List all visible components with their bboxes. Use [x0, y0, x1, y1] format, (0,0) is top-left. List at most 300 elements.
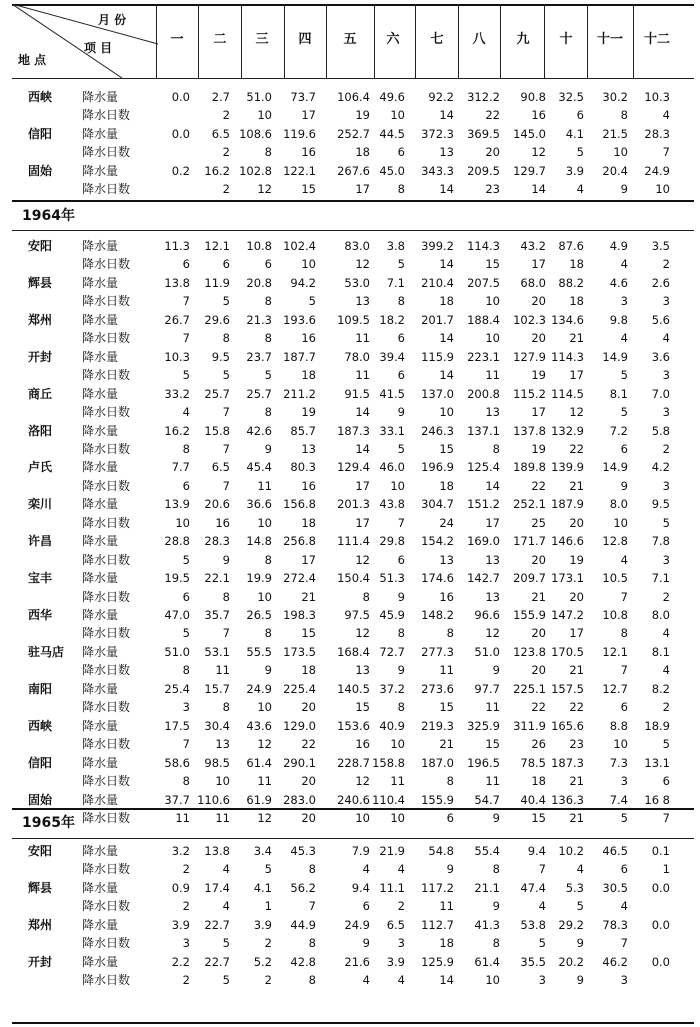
table-cell: 173.5 — [283, 644, 316, 659]
table-cell: 19 — [569, 552, 584, 567]
table-cell: 3 — [662, 552, 670, 567]
table-cell: 21.3 — [246, 312, 272, 327]
table-cell: 14.9 — [602, 349, 628, 364]
table-cell: 187.9 — [551, 497, 584, 512]
table-cell: 267.6 — [337, 163, 370, 178]
table-cell: 18 — [301, 663, 316, 678]
table-cell: 6 — [576, 108, 584, 123]
table-cell: 106.4 — [337, 90, 370, 104]
table-cell: 10 — [257, 108, 272, 123]
table-cell: 5 — [264, 368, 272, 383]
table-cell: 21.6 — [344, 954, 370, 969]
table-cell: 8.0 — [609, 497, 628, 512]
table-cell: 16 — [301, 145, 316, 160]
table-cell: 16.2 — [204, 163, 230, 178]
table-cell: 5 — [222, 936, 230, 951]
table-cell: 4.2 — [651, 460, 670, 475]
table-cell: 22 — [569, 700, 584, 715]
table-cell: 10 — [257, 515, 272, 530]
table-cell: 43.8 — [379, 497, 405, 512]
table-cell: 142.7 — [467, 571, 500, 586]
table-cell: 10 — [390, 478, 405, 493]
table-cell: 219.3 — [421, 718, 454, 733]
table-cell: 7.1 — [386, 275, 405, 290]
table-cell: 312.2 — [467, 90, 500, 104]
table-cell: 3.4 — [253, 844, 272, 858]
table-cell: 8 — [492, 936, 500, 951]
table-cell: 88.2 — [558, 275, 584, 290]
table-cell: 5 — [662, 515, 670, 530]
table-cell: 9 — [222, 552, 230, 567]
table-cell: 16 — [531, 108, 546, 123]
table-cell: 4 — [362, 862, 370, 877]
station-name: 商丘 — [28, 386, 53, 401]
table-cell: 10.3 — [644, 90, 670, 104]
item-label: 降水量 — [82, 718, 119, 733]
table-cell: 6 — [446, 810, 454, 825]
table-cell: 22 — [531, 478, 546, 493]
table-cell: 20 — [569, 589, 584, 604]
table-cell: 68.0 — [520, 275, 546, 290]
table-cell: 12 — [485, 626, 500, 641]
table-cell: 399.2 — [421, 239, 454, 253]
table-cell: 9 — [492, 899, 500, 914]
table-cell: 10 — [613, 515, 628, 530]
table-cell: 13 — [355, 294, 370, 309]
table-cell: 6.5 — [211, 460, 230, 475]
station-name: 洛阳 — [28, 423, 53, 438]
table-cell: 0.9 — [171, 880, 190, 895]
header-column-divider — [587, 4, 588, 78]
table-cell: 36.6 — [246, 497, 272, 512]
table-cell: 5 — [397, 441, 405, 456]
table-cell: 5 — [182, 626, 190, 641]
table-cell: 7.9 — [351, 844, 370, 858]
table-cell: 6 — [182, 257, 190, 272]
table-cell: 15 — [531, 810, 546, 825]
table-cell: 187.7 — [283, 349, 316, 364]
table-cell: 22 — [531, 700, 546, 715]
table-cell: 15 — [301, 182, 316, 197]
table-cell: 273.6 — [421, 681, 454, 696]
bottom-border — [12, 1022, 694, 1024]
table-cell: 12 — [257, 737, 272, 752]
section-divider — [12, 230, 694, 231]
table-cell: 10 — [655, 182, 670, 197]
table-cell: 3 — [620, 973, 628, 988]
table-cell: 20 — [301, 810, 316, 825]
table-cell: 8 — [397, 182, 405, 197]
table-cell: 20 — [569, 515, 584, 530]
table-cell: 2 — [662, 700, 670, 715]
table-cell: 8 — [620, 108, 628, 123]
table-cell: 372.3 — [421, 126, 454, 141]
station-name: 西峡 — [28, 718, 53, 733]
table-cell: 13 — [439, 145, 454, 160]
table-cell: 7 — [182, 737, 190, 752]
table-cell: 46.0 — [379, 460, 405, 475]
table-cell: 8 — [446, 626, 454, 641]
table-cell: 53.8 — [520, 917, 546, 932]
table-cell: 14.8 — [246, 534, 272, 549]
table-cell: 73.7 — [290, 90, 316, 104]
table-cell: 25.4 — [164, 681, 190, 696]
table-cell: 8 — [222, 700, 230, 715]
station-name: 许昌 — [28, 534, 53, 549]
table-cell: 5 — [620, 368, 628, 383]
table-cell: 13 — [485, 552, 500, 567]
table-cell: 369.5 — [467, 126, 500, 141]
table-cell: 4.6 — [609, 275, 628, 290]
table-cell: 209.7 — [513, 571, 546, 586]
table-cell: 41.3 — [474, 917, 500, 932]
table-cell: 20 — [301, 774, 316, 789]
item-label: 降水量 — [82, 460, 119, 475]
table-cell: 11 — [439, 899, 454, 914]
item-label: 降水量 — [82, 312, 119, 327]
table-cell: 37.7 — [164, 792, 190, 807]
table-cell: 8 — [182, 441, 190, 456]
table-cell: 171.7 — [513, 534, 546, 549]
table-cell: 8 — [264, 145, 272, 160]
station-name: 卢氏 — [28, 460, 53, 475]
table-cell: 23 — [569, 737, 584, 752]
table-cell: 30.2 — [602, 90, 628, 104]
item-label: 降水量 — [82, 644, 119, 659]
table-cell: 18 — [569, 257, 584, 272]
table-cell: 16 — [301, 478, 316, 493]
header-column-divider — [326, 4, 327, 78]
table-cell: 156.8 — [283, 497, 316, 512]
table-cell: 187.0 — [421, 755, 454, 770]
table-cell: 129.0 — [283, 718, 316, 733]
table-cell: 158.8 — [372, 755, 405, 770]
table-cell: 2 — [264, 973, 272, 988]
table-cell: 207.5 — [467, 275, 500, 290]
item-label: 降水日数 — [82, 108, 131, 123]
table-cell: 3 — [182, 936, 190, 951]
item-label: 降水日数 — [82, 936, 131, 951]
table-cell: 21.1 — [474, 880, 500, 895]
table-cell: 16 — [215, 515, 230, 530]
table-cell: 78.3 — [602, 917, 628, 932]
table-cell: 9.5 — [211, 349, 230, 364]
table-cell: 13 — [439, 552, 454, 567]
table-cell: 13.8 — [204, 844, 230, 858]
table-cell: 5 — [662, 737, 670, 752]
table-cell: 150.4 — [337, 571, 370, 586]
table-cell: 148.2 — [421, 608, 454, 622]
table-cell: 111.4 — [337, 534, 370, 549]
table-cell: 110.4 — [372, 792, 405, 807]
table-cell: 4 — [222, 862, 230, 877]
table-cell: 13 — [301, 441, 316, 456]
table-cell: 10 — [613, 145, 628, 160]
month-header: 九 — [516, 32, 530, 47]
table-cell: 44.9 — [290, 917, 316, 932]
table-cell: 20 — [531, 552, 546, 567]
table-cell: 136.3 — [551, 792, 584, 807]
table-cell: 9 — [576, 973, 584, 988]
table-cell: 14 — [439, 108, 454, 123]
table-cell: 17 — [485, 515, 500, 530]
table-cell: 13 — [485, 589, 500, 604]
station-name: 安阳 — [28, 844, 53, 858]
table-cell: 8 — [308, 936, 316, 951]
table-cell: 7 — [182, 294, 190, 309]
table-cell: 51.0 — [474, 644, 500, 659]
header-column-divider — [198, 4, 199, 78]
table-cell: 211.2 — [283, 386, 316, 401]
table-cell: 9 — [362, 936, 370, 951]
table-cell: 42.6 — [246, 423, 272, 438]
table-cell: 12.1 — [602, 644, 628, 659]
table-cell: 201.7 — [421, 312, 454, 327]
table-cell: 91.5 — [344, 386, 370, 401]
table-cell: 40.4 — [520, 792, 546, 807]
month-header: 八 — [472, 32, 486, 47]
table-cell: 14 — [439, 368, 454, 383]
table-cell: 2 — [662, 441, 670, 456]
table-cell: 32.5 — [558, 90, 584, 104]
table-cell: 9 — [397, 405, 405, 420]
table-cell: 11.1 — [379, 880, 405, 895]
table-cell: 2 — [182, 973, 190, 988]
table-cell: 55.4 — [474, 844, 500, 858]
item-label: 降水日数 — [82, 862, 131, 877]
table-cell: 187.3 — [337, 423, 370, 438]
table-cell: 3.2 — [171, 844, 190, 858]
table-cell: 122.1 — [283, 163, 316, 178]
table-cell: 8 — [264, 331, 272, 346]
table-cell: 10 — [175, 515, 190, 530]
table-cell: 18 — [531, 774, 546, 789]
table-cell: 51.3 — [379, 571, 405, 586]
table-cell: 30.4 — [204, 718, 230, 733]
table-cell: 9 — [397, 589, 405, 604]
table-cell: 17 — [301, 552, 316, 567]
table-cell: 17.4 — [204, 880, 230, 895]
header-column-divider — [156, 4, 157, 78]
table-cell: 7 — [222, 405, 230, 420]
table-cell: 20 — [301, 700, 316, 715]
table-cell: 209.5 — [467, 163, 500, 178]
table-cell: 7 — [222, 478, 230, 493]
table-cell: 7.1 — [651, 571, 670, 586]
table-cell: 8 — [308, 862, 316, 877]
table-cell: 45.4 — [246, 460, 272, 475]
month-header: 三 — [255, 32, 269, 47]
table-cell: 17 — [355, 182, 370, 197]
table-cell: 11 — [175, 810, 190, 825]
item-label: 降水量 — [82, 534, 119, 549]
table-cell: 129.4 — [337, 460, 370, 475]
table-cell: 112.7 — [421, 917, 454, 932]
table-cell: 277.3 — [421, 644, 454, 659]
table-cell: 9.8 — [609, 312, 628, 327]
table-cell: 196.9 — [421, 460, 454, 475]
table-cell: 37.2 — [379, 681, 405, 696]
table-cell: 3 — [182, 700, 190, 715]
table-cell: 5 — [182, 368, 190, 383]
header-border — [12, 78, 694, 79]
table-cell: 4.9 — [609, 239, 628, 253]
table-cell: 3 — [662, 294, 670, 309]
table-cell: 12.8 — [602, 534, 628, 549]
table-cell: 54.8 — [428, 844, 454, 858]
table-cell: 9 — [492, 663, 500, 678]
table-cell: 4.1 — [253, 880, 272, 895]
table-cell: 9 — [620, 478, 628, 493]
table-cell: 19 — [531, 368, 546, 383]
table-cell: 127.9 — [513, 349, 546, 364]
table-cell: 13 — [215, 737, 230, 752]
month-header: 七 — [430, 32, 444, 47]
table-cell: 16 — [301, 331, 316, 346]
table-cell: 26.5 — [246, 608, 272, 622]
table-cell: 198.3 — [283, 608, 316, 622]
header-column-divider — [633, 4, 634, 78]
item-label: 降水日数 — [82, 663, 131, 678]
table-cell: 6 — [620, 441, 628, 456]
table-cell: 3.9 — [253, 917, 272, 932]
table-cell: 115.9 — [421, 349, 454, 364]
table-cell: 188.4 — [467, 312, 500, 327]
station-name: 辉县 — [28, 880, 53, 895]
table-cell: 8 — [446, 774, 454, 789]
table-cell: 228.7 — [337, 755, 370, 770]
table-cell: 225.1 — [513, 681, 546, 696]
item-label: 降水量 — [82, 126, 119, 141]
table-cell: 200.8 — [467, 386, 500, 401]
item-label: 降水日数 — [82, 294, 131, 309]
table-cell: 114.3 — [467, 239, 500, 253]
month-header: 十一 — [596, 32, 624, 47]
table-cell: 14 — [485, 478, 500, 493]
table-cell: 21 — [439, 737, 454, 752]
table-cell: 283.0 — [283, 792, 316, 807]
table-cell: 9 — [264, 663, 272, 678]
table-cell: 10.8 — [602, 608, 628, 622]
table-cell: 5 — [308, 294, 316, 309]
table-cell: 13.1 — [644, 755, 670, 770]
table-cell: 5 — [222, 368, 230, 383]
table-cell: 58.6 — [164, 755, 190, 770]
table-cell: 55.5 — [246, 644, 272, 659]
table-cell: 8 — [264, 552, 272, 567]
table-cell: 11 — [215, 810, 230, 825]
place-axis-label: 地 点 — [18, 53, 47, 67]
table-cell: 83.0 — [344, 239, 370, 253]
table-cell: 17 — [569, 368, 584, 383]
table-cell: 16 — [355, 737, 370, 752]
table-cell: 5 — [182, 552, 190, 567]
table-cell: 1 — [264, 899, 272, 914]
table-cell: 8 — [397, 626, 405, 641]
table-cell: 46.5 — [602, 844, 628, 858]
table-cell: 193.6 — [283, 312, 316, 327]
table-cell: 53.0 — [344, 275, 370, 290]
table-cell: 240.6 — [337, 792, 370, 807]
table-cell: 1 — [662, 862, 670, 877]
table-cell: 3 — [662, 405, 670, 420]
table-cell: 9 — [397, 663, 405, 678]
table-cell: 9 — [446, 862, 454, 877]
station-name: 郑州 — [28, 917, 53, 932]
table-cell: 18 — [439, 294, 454, 309]
table-cell: 8.1 — [609, 386, 628, 401]
table-cell: 8.0 — [651, 608, 670, 622]
table-cell: 146.6 — [551, 534, 584, 549]
table-cell: 85.7 — [290, 423, 316, 438]
table-cell: 139.9 — [551, 460, 584, 475]
table-cell: 4 — [662, 663, 670, 678]
table-cell: 11 — [439, 663, 454, 678]
table-cell: 12 — [355, 257, 370, 272]
table-cell: 12 — [355, 552, 370, 567]
table-cell: 17.5 — [164, 718, 190, 733]
item-label: 降水日数 — [82, 899, 131, 914]
table-cell: 5.3 — [565, 880, 584, 895]
table-cell: 7.2 — [609, 423, 628, 438]
table-cell: 2.2 — [171, 954, 190, 969]
table-cell: 43.2 — [520, 239, 546, 253]
table-cell: 18 — [569, 294, 584, 309]
table-cell: 225.4 — [283, 681, 316, 696]
item-label: 降水量 — [82, 681, 119, 696]
table-cell: 2 — [662, 257, 670, 272]
station-name: 辉县 — [28, 275, 53, 290]
table-cell: 137.1 — [467, 423, 500, 438]
table-cell: 20.6 — [204, 497, 230, 512]
item-label: 降水日数 — [82, 441, 131, 456]
table-cell: 10 — [355, 810, 370, 825]
table-cell: 10 — [257, 700, 272, 715]
table-cell: 78.0 — [344, 349, 370, 364]
table-cell: 8 — [264, 294, 272, 309]
item-label: 降水量 — [82, 497, 119, 512]
table-cell: 12 — [531, 145, 546, 160]
table-cell: 10.3 — [164, 349, 190, 364]
table-cell: 7.4 — [609, 792, 628, 807]
table-cell: 10 — [215, 774, 230, 789]
table-cell: 119.6 — [283, 126, 316, 141]
table-cell: 17 — [531, 257, 546, 272]
table-cell: 10 — [390, 810, 405, 825]
table-cell: 8 — [492, 441, 500, 456]
section-divider — [12, 200, 694, 202]
table-cell: 14 — [531, 182, 546, 197]
year-heading: 1965年 — [22, 815, 75, 831]
table-cell: 15 — [355, 700, 370, 715]
station-name: 固始 — [28, 792, 53, 807]
table-cell: 2 — [222, 182, 230, 197]
station-name: 驻马店 — [28, 644, 65, 659]
table-cell: 10 — [485, 973, 500, 988]
table-cell: 5 — [397, 257, 405, 272]
table-cell: 7.3 — [609, 755, 628, 770]
table-cell: 8 — [397, 700, 405, 715]
table-cell: 20.4 — [602, 163, 628, 178]
table-cell: 20 — [485, 145, 500, 160]
table-cell: 3 — [397, 936, 405, 951]
table-cell: 2 — [182, 899, 190, 914]
table-cell: 5 — [222, 294, 230, 309]
item-label: 降水量 — [82, 349, 119, 364]
table-cell: 9 — [264, 441, 272, 456]
table-cell: 8.8 — [609, 718, 628, 733]
table-cell: 8 — [620, 626, 628, 641]
